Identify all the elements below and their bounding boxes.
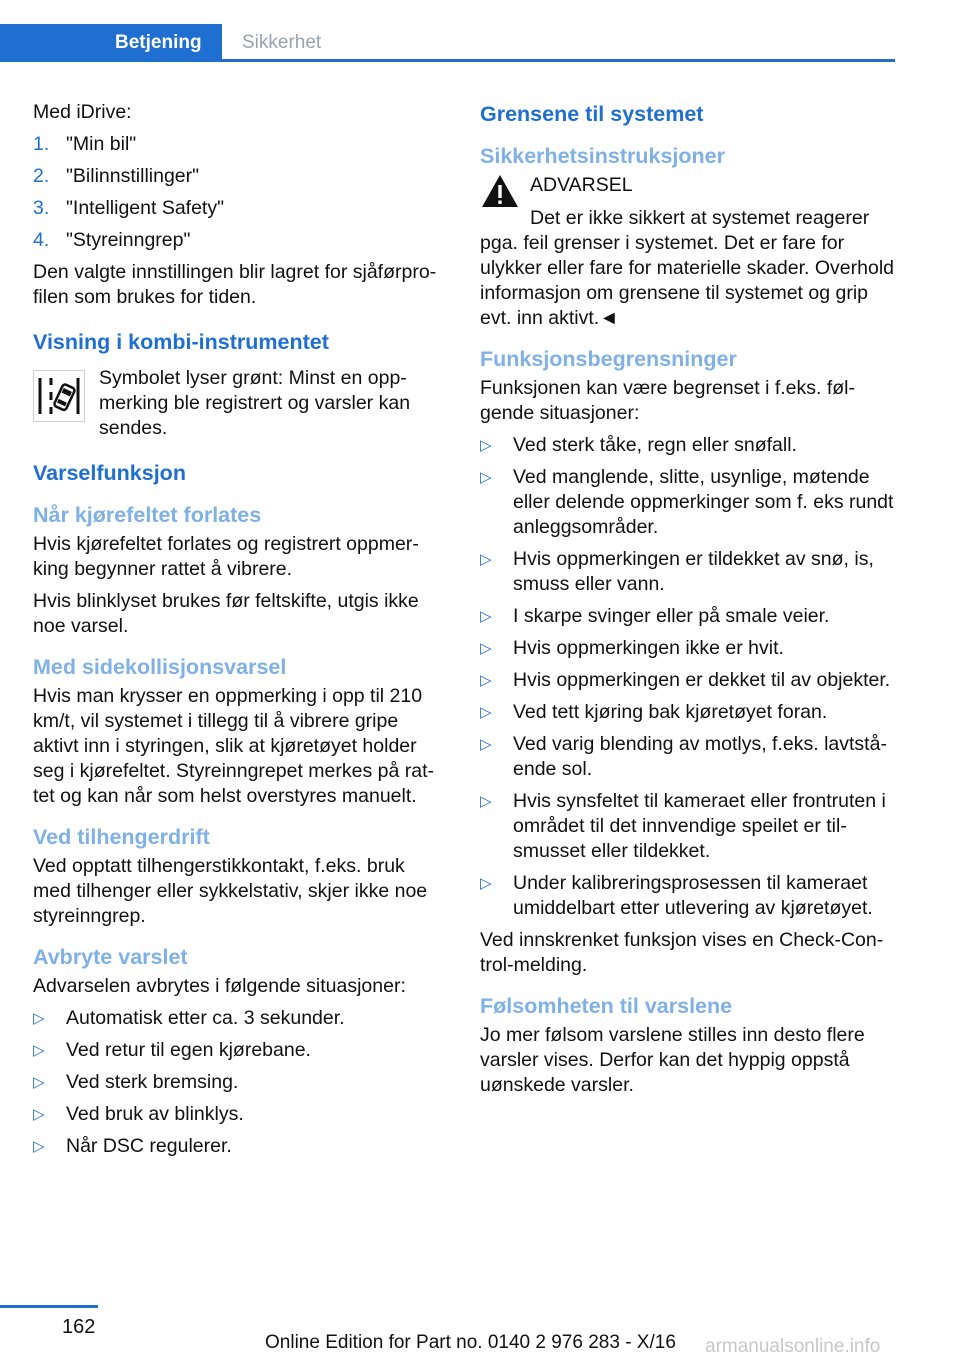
triangle-right-icon: ▷	[480, 793, 492, 810]
list-item-text: Ved bruk av blinklys.	[66, 1103, 244, 1125]
display-symbol-text: Symbolet lyser grønt: Minst en oppmerking ble registrert og varsler kan sendes.	[99, 367, 411, 439]
triangle-right-icon: ▷	[480, 469, 492, 486]
list-item	[480, 668, 898, 693]
list-item	[480, 732, 898, 782]
list-item	[33, 1134, 448, 1159]
list-item	[480, 465, 898, 540]
step-text: "Min bil"	[66, 133, 137, 155]
left-column	[33, 100, 448, 1166]
header-rule	[0, 59, 895, 62]
triangle-right-icon: ▷	[480, 672, 492, 689]
watermark: armanualsonline.info	[705, 1336, 881, 1357]
list-item	[33, 1102, 448, 1127]
list-item-text: I skarpe svinger eller på smale veier.	[513, 605, 830, 627]
triangle-right-icon: ▷	[33, 1074, 45, 1091]
check-control-note: Ved innskrenket funksjon vises en Check-Control-melding.	[480, 929, 884, 976]
triangle-right-icon: ▷	[480, 640, 492, 657]
triangle-right-icon: ▷	[480, 704, 492, 721]
list-item	[480, 871, 898, 921]
step-item	[33, 196, 448, 221]
triangle-right-icon: ▷	[33, 1138, 45, 1155]
triangle-right-icon: ▷	[33, 1106, 45, 1123]
list-item-text: Hvis oppmerkingen er tildekket av snø, is, smuss eller vann.	[513, 548, 874, 595]
heading-safety-instructions: Sikkerhetsinstruksjoner	[480, 144, 725, 168]
function-intro: Funksjonen kan være begrenset i f.eks. følgende situasjoner:	[480, 377, 856, 424]
sensitivity-paragraph: Jo mer følsom varslene stilles inn desto flere varsler vises. Derfor kan det hyppig oppstå uønskede varsler.	[480, 1024, 865, 1096]
list-item-text: Hvis oppmerkingen er dekket til av objekter.	[513, 669, 891, 691]
heading-sensitivity: Følsomheten til varslene	[480, 994, 733, 1018]
saved-note: Den valgte innstillingen blir lagret for sjåførprofilen som brukes for tiden.	[33, 261, 437, 308]
heading-display: Visning i kombi-instrumentet	[33, 330, 329, 354]
list-item	[480, 789, 898, 864]
display-symbol-block	[33, 366, 448, 441]
triangle-right-icon: ▷	[480, 551, 492, 568]
step-number: 1.	[33, 133, 50, 155]
heading-function-limits: Funksjonsbegrensninger	[480, 347, 737, 371]
list-item-text: Når DSC regulerer.	[66, 1135, 232, 1157]
list-item-text: Ved tett kjøring bak kjøretøyet foran.	[513, 701, 828, 723]
list-item-text: Hvis oppmerkingen ikke er hvit.	[513, 637, 784, 659]
triangle-right-icon: ▷	[33, 1042, 45, 1059]
step-text: "Bilinnstillinger"	[66, 165, 200, 187]
step-number: 4.	[33, 229, 50, 251]
list-item	[480, 636, 898, 661]
heading-system-limits: Grensene til systemet	[480, 102, 704, 126]
warning-text	[480, 206, 898, 331]
triangle-right-icon: ▷	[480, 437, 492, 454]
tab-betjening-label: Betjening	[115, 32, 202, 53]
triangle-right-icon: ▷	[480, 736, 492, 753]
tab-sikkerhet[interactable]	[242, 24, 321, 59]
leaving-paragraph-1: Hvis kjørefeltet forlates og registrert oppmerking begynner rattet å vibrere.	[33, 533, 419, 580]
step-text: "Styreinngrep"	[66, 229, 191, 251]
list-item-text: Under kalibreringsprosessen til kameraet umiddelbart etter utlevering av kjøretøyet.	[513, 872, 873, 919]
chapter-tab-bar	[0, 24, 895, 62]
step-number: 3.	[33, 197, 50, 219]
step-number: 2.	[33, 165, 50, 187]
heading-side-collision: Med sidekollisjonsvarsel	[33, 655, 287, 679]
cancel-list	[33, 1006, 448, 1159]
heading-leaving-lane: Når kjørefeltet forlates	[33, 503, 262, 527]
warning-box	[480, 173, 898, 198]
list-item	[33, 1038, 448, 1063]
list-item-text: Ved sterk tåke, regn eller snøfall.	[513, 434, 797, 456]
trailer-paragraph: Ved opptatt tilhengerstikkontakt, f.eks. bruk med tilhenger eller sykkelstativ, skjer ikke noe styreinngrep.	[33, 855, 428, 927]
leaving-paragraph-2: Hvis blinklyset brukes før feltskifte, utgis ikke noe varsel.	[33, 590, 419, 637]
list-item	[33, 1006, 448, 1031]
tab-sikkerhet-label: Sikkerhet	[242, 32, 322, 53]
list-item	[480, 604, 898, 629]
cancel-intro: Advarselen avbrytes i følgende situasjoner:	[33, 975, 406, 997]
step-item	[33, 132, 448, 157]
warning-triangle-icon	[480, 173, 520, 209]
function-limits-list	[480, 433, 898, 921]
page-number-rule	[0, 1305, 98, 1308]
list-item-text: Ved manglende, slitte, usynlige, møtende eller delende oppmerkinger som f. eks rundt anleggsområder.	[513, 466, 894, 538]
list-item-text: Ved sterk bremsing.	[66, 1071, 239, 1093]
list-item	[480, 433, 898, 458]
list-item-text: Ved varig blending av motlys, f.eks. lavtstående sol.	[513, 733, 887, 780]
list-item	[480, 700, 898, 725]
triangle-right-icon: ▷	[480, 875, 492, 892]
page-number: 162	[62, 1316, 96, 1338]
list-item-text: Automatisk etter ca. 3 sekunder.	[66, 1007, 345, 1029]
heading-cancel: Avbryte varslet	[33, 945, 188, 969]
tab-betjening[interactable]	[0, 24, 222, 59]
list-item-text: Hvis synsfeltet til kameraet eller frontruten i området til det innvendige speilet er tilsmusset eller tildekket.	[513, 790, 886, 862]
lane-departure-icon	[33, 370, 85, 422]
warning-text-content: Det er ikke sikkert at systemet reagerer pga. feil grenser i systemet. Det er fare for ulykker eller fare for materielle skader. Overhold informasjon om grensene til systemet og grip evt. inn aktivt.◄	[480, 207, 895, 329]
warning-title: ADVARSEL	[530, 174, 633, 196]
triangle-right-icon: ▷	[480, 608, 492, 625]
list-item	[480, 547, 898, 597]
side-collision-paragraph: Hvis man krysser en oppmerking i opp til 210 km/t, vil systemet i tillegg til å vibrere gripe aktivt inn i styringen, slik at kjøretøyet holder seg i kjørefeltet. Styreinngrepet merkes på rattet og kan når som helst overstyres manuelt.	[33, 685, 435, 807]
step-item	[33, 228, 448, 253]
heading-trailer: Ved tilhengerdrift	[33, 825, 210, 849]
heading-warning-function: Varselfunksjon	[33, 461, 186, 485]
step-text: "Intelligent Safety"	[66, 197, 225, 219]
list-item	[33, 1070, 448, 1095]
list-item-text: Ved retur til egen kjørebane.	[66, 1039, 311, 1061]
step-item	[33, 164, 448, 189]
edition-footer: Online Edition for Part no. 0140 2 976 283 - X/16	[265, 1332, 676, 1353]
idrive-intro: Med iDrive:	[33, 101, 132, 123]
idrive-steps	[33, 132, 448, 253]
triangle-right-icon: ▷	[33, 1010, 45, 1027]
right-column	[480, 100, 898, 1105]
